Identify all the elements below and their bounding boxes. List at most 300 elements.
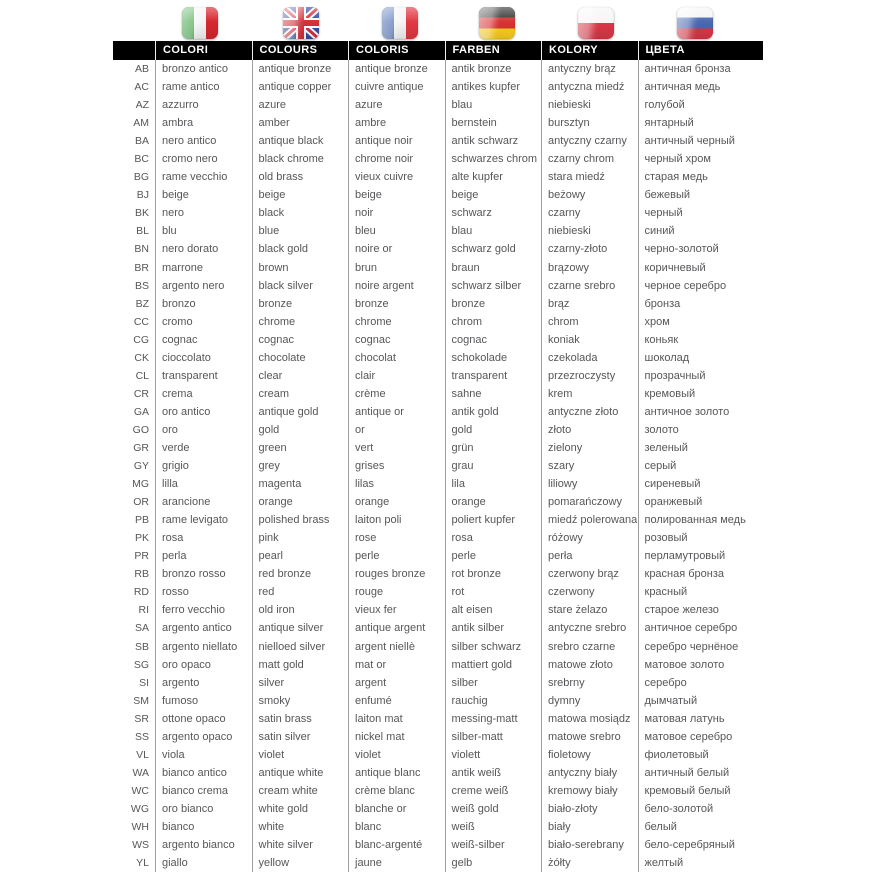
table-row <box>113 457 763 475</box>
table-row <box>113 818 763 836</box>
cell-en: antique bronze <box>252 60 349 78</box>
cell-code: SS <box>134 730 149 743</box>
cell-de: silber schwarz <box>445 638 542 656</box>
cell-fr: blanche or <box>348 800 445 818</box>
cell-code: YL <box>136 857 149 870</box>
cell-it: argento antico <box>155 619 252 637</box>
cell-code: SM <box>133 694 149 707</box>
cell-de: schokolade <box>445 349 542 367</box>
cell-de: creme weiß <box>445 782 542 800</box>
cell-code: PB <box>134 514 149 527</box>
cell-pl: krem <box>541 385 638 403</box>
cell-it: oro <box>155 421 252 439</box>
cell-it: cognac <box>155 331 252 349</box>
cell-ru: черный хром <box>638 150 764 168</box>
cell-en: gold <box>252 421 349 439</box>
cell-ru: серый <box>638 457 764 475</box>
table-row <box>113 782 763 800</box>
cell-it: oro opaco <box>155 656 252 674</box>
cell-fr: jaune <box>348 854 445 872</box>
cell-en: green <box>252 439 349 457</box>
cell-pl: czekolada <box>541 349 638 367</box>
cell-code: RD <box>133 586 149 599</box>
cell-fr: laiton mat <box>348 710 445 728</box>
cell-en: brown <box>252 259 349 277</box>
table-row <box>113 277 763 295</box>
cell-ru: античное серебро <box>638 619 764 637</box>
cell-en: chocolate <box>252 349 349 367</box>
cell-ru: перламутровый <box>638 547 764 565</box>
cell-pl: antyczny brąz <box>541 60 638 78</box>
cell-code: BA <box>134 135 149 148</box>
table-row <box>113 493 763 511</box>
cell-pl: zielony <box>541 439 638 457</box>
cell-fr: vert <box>348 439 445 457</box>
cell-de: gelb <box>445 854 542 872</box>
cell-fr: grises <box>348 457 445 475</box>
cell-en: pink <box>252 529 349 547</box>
cell-fr: enfumé <box>348 692 445 710</box>
cell-de: antik gold <box>445 403 542 421</box>
cell-code: AM <box>133 117 149 130</box>
cell-de: silber-matt <box>445 728 542 746</box>
cell-fr: vieux fer <box>348 601 445 619</box>
cell-it: argento <box>155 674 252 692</box>
flags-row <box>113 0 763 41</box>
cell-de: orange <box>445 493 542 511</box>
cell-ru: прозрачный <box>638 367 764 385</box>
color-table <box>113 0 763 872</box>
cell-fr: crème <box>348 385 445 403</box>
table-row <box>113 800 763 818</box>
cell-code: CC <box>133 315 149 328</box>
cell-en: antique white <box>252 764 349 782</box>
cell-fr: antique blanc <box>348 764 445 782</box>
cell-de: schwarz gold <box>445 240 542 258</box>
cell-code: BK <box>134 207 149 220</box>
cell-ru: античное золото <box>638 403 764 421</box>
cell-de: beige <box>445 186 542 204</box>
cell-pl: chrom <box>541 313 638 331</box>
cell-ru: старая медь <box>638 168 764 186</box>
cell-code: WG <box>130 802 149 815</box>
cell-it: argento niellato <box>155 638 252 656</box>
cell-ru: белый <box>638 818 764 836</box>
cell-it: rame antico <box>155 78 252 96</box>
cell-fr: vieux cuivre <box>348 168 445 186</box>
cell-fr: argent <box>348 674 445 692</box>
cell-de: rot bronze <box>445 565 542 583</box>
cell-en: white gold <box>252 800 349 818</box>
cell-de: antik weiß <box>445 764 542 782</box>
header-colori: COLORI <box>155 41 252 60</box>
cell-code: AB <box>134 63 149 75</box>
table-row <box>113 674 763 692</box>
cell-en: black gold <box>252 240 349 258</box>
cell-fr: noir <box>348 204 445 222</box>
cell-fr: mat or <box>348 656 445 674</box>
cell-code: AC <box>134 81 149 94</box>
cell-it: grigio <box>155 457 252 475</box>
cell-ru: полированная медь <box>638 511 764 529</box>
cell-en: yellow <box>252 854 349 872</box>
table-row <box>113 295 763 313</box>
cell-ru: бронза <box>638 295 764 313</box>
cell-it: argento bianco <box>155 836 252 854</box>
cell-en: blue <box>252 222 349 240</box>
table-header <box>113 41 763 60</box>
cell-de: weiß gold <box>445 800 542 818</box>
table-row <box>113 439 763 457</box>
cell-code: PK <box>134 532 149 545</box>
cell-fr: violet <box>348 746 445 764</box>
table-row <box>113 710 763 728</box>
table-row <box>113 619 763 637</box>
header-kolory: KOLORY <box>541 41 638 60</box>
cell-en: black chrome <box>252 150 349 168</box>
header-code-spacer <box>113 41 155 60</box>
cell-code: WS <box>132 839 149 852</box>
cell-en: amber <box>252 114 349 132</box>
cell-fr: cognac <box>348 331 445 349</box>
cell-it: bianco antico <box>155 764 252 782</box>
cell-code: WC <box>131 784 149 797</box>
cell-ru: красная бронза <box>638 565 764 583</box>
cell-de: schwarzes chrom <box>445 150 542 168</box>
cell-fr: bleu <box>348 222 445 240</box>
cell-pl: stare żelazo <box>541 601 638 619</box>
cell-fr: antique noir <box>348 132 445 150</box>
cell-fr: rouges bronze <box>348 565 445 583</box>
cell-pl: antyczny czarny <box>541 132 638 150</box>
cell-code: AZ <box>135 99 149 112</box>
cell-de: schwarz silber <box>445 277 542 295</box>
cell-ru: бело-золотой <box>638 800 764 818</box>
table-row <box>113 96 763 114</box>
cell-code: GO <box>132 423 149 436</box>
cell-pl: brąz <box>541 295 638 313</box>
cell-it: cromo nero <box>155 150 252 168</box>
cell-ru: бежевый <box>638 186 764 204</box>
table-row <box>113 168 763 186</box>
cell-ru: черный <box>638 204 764 222</box>
cell-code: BC <box>134 153 149 166</box>
table-row <box>113 367 763 385</box>
cell-en: black silver <box>252 277 349 295</box>
table-row <box>113 60 763 78</box>
cell-it: viola <box>155 746 252 764</box>
cell-it: rosso <box>155 583 252 601</box>
table-row <box>113 204 763 222</box>
cell-de: antik bronze <box>445 60 542 78</box>
cell-ru: оранжевый <box>638 493 764 511</box>
cell-fr: antique bronze <box>348 60 445 78</box>
cell-ru: розовый <box>638 529 764 547</box>
table-row <box>113 150 763 168</box>
cell-en: clear <box>252 367 349 385</box>
cell-pl: szary <box>541 457 638 475</box>
cell-code: VL <box>136 748 149 761</box>
cell-de: blau <box>445 222 542 240</box>
cell-de: violett <box>445 746 542 764</box>
cell-it: lilla <box>155 475 252 493</box>
cell-it: transparent <box>155 367 252 385</box>
cell-ru: старое железо <box>638 601 764 619</box>
cell-en: grey <box>252 457 349 475</box>
table-row <box>113 331 763 349</box>
cell-ru: матовое серебро <box>638 728 764 746</box>
cell-it: bianco <box>155 818 252 836</box>
table-row <box>113 259 763 277</box>
cell-en: old iron <box>252 601 349 619</box>
cell-ru: желтый <box>638 854 764 872</box>
table-row <box>113 186 763 204</box>
cell-ru: дымчатый <box>638 692 764 710</box>
cell-de: lila <box>445 475 542 493</box>
cell-ru: кремовый <box>638 385 764 403</box>
cell-pl: złoto <box>541 421 638 439</box>
cell-pl: czarny chrom <box>541 150 638 168</box>
cell-fr: noire or <box>348 240 445 258</box>
cell-ru: античная бронза <box>638 60 764 78</box>
table-row <box>113 836 763 854</box>
cell-fr: argent niellè <box>348 638 445 656</box>
cell-it: beige <box>155 186 252 204</box>
cell-it: ambra <box>155 114 252 132</box>
cell-it: blu <box>155 222 252 240</box>
cell-de: alte kupfer <box>445 168 542 186</box>
cell-en: cream <box>252 385 349 403</box>
cell-pl: żółty <box>541 854 638 872</box>
cell-ru: красный <box>638 583 764 601</box>
cell-code: RI <box>138 604 149 617</box>
cell-fr: clair <box>348 367 445 385</box>
cell-ru: коричневый <box>638 259 764 277</box>
cell-pl: fioletowy <box>541 746 638 764</box>
cell-pl: czarny <box>541 204 638 222</box>
cell-en: orange <box>252 493 349 511</box>
cell-pl: matowe srebro <box>541 728 638 746</box>
cell-it: giallo <box>155 854 252 872</box>
table-row <box>113 601 763 619</box>
cell-fr: antique or <box>348 403 445 421</box>
cell-ru: кремовый белый <box>638 782 764 800</box>
cell-fr: blanc-argenté <box>348 836 445 854</box>
cell-ru: матовая латунь <box>638 710 764 728</box>
flag-poland-icon <box>578 7 614 39</box>
cell-fr: lilas <box>348 475 445 493</box>
table-row <box>113 565 763 583</box>
header-cveta: ЦВЕТА <box>638 41 764 60</box>
cell-ru: античный черный <box>638 132 764 150</box>
flag-italy-icon <box>182 7 218 39</box>
table-row <box>113 132 763 150</box>
cell-it: ottone opaco <box>155 710 252 728</box>
cell-code: BS <box>134 279 149 292</box>
cell-de: weiß-silber <box>445 836 542 854</box>
table-row <box>113 529 763 547</box>
table-row <box>113 547 763 565</box>
cell-de: sahne <box>445 385 542 403</box>
flag-france-icon <box>382 7 418 39</box>
cell-it: nero antico <box>155 132 252 150</box>
cell-code: GR <box>133 441 149 454</box>
cell-en: polished brass <box>252 511 349 529</box>
cell-en: beige <box>252 186 349 204</box>
cell-en: antique black <box>252 132 349 150</box>
cell-de: poliert kupfer <box>445 511 542 529</box>
cell-code: BG <box>133 171 149 184</box>
table-body <box>113 60 763 872</box>
cell-pl: srebrny <box>541 674 638 692</box>
cell-ru: бело-серебряный <box>638 836 764 854</box>
cell-pl: matowa mosiądz <box>541 710 638 728</box>
cell-code: PR <box>134 550 149 563</box>
cell-en: cognac <box>252 331 349 349</box>
cell-de: gold <box>445 421 542 439</box>
cell-en: matt gold <box>252 656 349 674</box>
cell-de: antik silber <box>445 619 542 637</box>
cell-code: WH <box>131 820 149 833</box>
cell-it: cromo <box>155 313 252 331</box>
cell-pl: antyczne złoto <box>541 403 638 421</box>
cell-de: rot <box>445 583 542 601</box>
cell-en: bronze <box>252 295 349 313</box>
cell-de: weiß <box>445 818 542 836</box>
cell-ru: голубой <box>638 96 764 114</box>
table-row <box>113 403 763 421</box>
cell-fr: perle <box>348 547 445 565</box>
cell-code: CR <box>133 387 149 400</box>
cell-fr: crème blanc <box>348 782 445 800</box>
cell-pl: miedź polerowana <box>541 511 638 529</box>
table-row <box>113 475 763 493</box>
cell-en: silver <box>252 674 349 692</box>
table-row <box>113 583 763 601</box>
cell-pl: niebieski <box>541 222 638 240</box>
cell-ru: янтарный <box>638 114 764 132</box>
cell-pl: stara miedź <box>541 168 638 186</box>
table-row <box>113 385 763 403</box>
cell-pl: dymny <box>541 692 638 710</box>
cell-it: perla <box>155 547 252 565</box>
cell-code: SB <box>134 640 149 653</box>
table-row <box>113 854 763 872</box>
cell-pl: perła <box>541 547 638 565</box>
table-row <box>113 692 763 710</box>
cell-ru: античная медь <box>638 78 764 96</box>
flag-germany-icon <box>479 7 515 39</box>
cell-fr: rose <box>348 529 445 547</box>
cell-de: transparent <box>445 367 542 385</box>
cell-de: antik schwarz <box>445 132 542 150</box>
cell-ru: синий <box>638 222 764 240</box>
cell-it: fumoso <box>155 692 252 710</box>
cell-pl: brązowy <box>541 259 638 277</box>
cell-it: argento nero <box>155 277 252 295</box>
cell-code: WA <box>132 766 149 779</box>
cell-code: CL <box>135 369 149 382</box>
cell-it: rame vecchio <box>155 168 252 186</box>
cell-en: antique gold <box>252 403 349 421</box>
cell-pl: liliowy <box>541 475 638 493</box>
cell-de: blau <box>445 96 542 114</box>
cell-pl: matowe złoto <box>541 656 638 674</box>
cell-it: crema <box>155 385 252 403</box>
cell-pl: czerwony brąz <box>541 565 638 583</box>
cell-code: BR <box>134 261 149 274</box>
cell-de: braun <box>445 259 542 277</box>
flag-russia-icon <box>677 7 713 39</box>
cell-code: GY <box>133 460 149 473</box>
cell-code: SR <box>134 712 149 725</box>
cell-ru: коньяк <box>638 331 764 349</box>
table-row <box>113 746 763 764</box>
cell-en: magenta <box>252 475 349 493</box>
cell-it: marrone <box>155 259 252 277</box>
cell-en: satin silver <box>252 728 349 746</box>
cell-code: CK <box>134 351 149 364</box>
table-row <box>113 78 763 96</box>
cell-fr: beige <box>348 186 445 204</box>
cell-code: SA <box>134 622 149 635</box>
cell-de: bernstein <box>445 114 542 132</box>
cell-en: white <box>252 818 349 836</box>
cell-fr: orange <box>348 493 445 511</box>
cell-de: bronze <box>445 295 542 313</box>
cell-pl: antyczna miedź <box>541 78 638 96</box>
table-row <box>113 222 763 240</box>
cell-pl: srebro czarne <box>541 638 638 656</box>
cell-ru: матовое золото <box>638 656 764 674</box>
flag-uk-icon <box>283 7 319 39</box>
cell-fr: bronze <box>348 295 445 313</box>
cell-code: BZ <box>135 297 149 310</box>
cell-ru: античный белый <box>638 764 764 782</box>
cell-en: white silver <box>252 836 349 854</box>
cell-it: verde <box>155 439 252 457</box>
cell-ru: серебро <box>638 674 764 692</box>
table-row <box>113 638 763 656</box>
cell-fr: nickel mat <box>348 728 445 746</box>
cell-de: grün <box>445 439 542 457</box>
cell-it: rosa <box>155 529 252 547</box>
cell-de: silber <box>445 674 542 692</box>
cell-fr: noire argent <box>348 277 445 295</box>
cell-pl: beżowy <box>541 186 638 204</box>
cell-en: black <box>252 204 349 222</box>
cell-en: satin brass <box>252 710 349 728</box>
cell-it: arancione <box>155 493 252 511</box>
cell-code: MG <box>132 478 149 491</box>
table-row <box>113 421 763 439</box>
cell-en: pearl <box>252 547 349 565</box>
cell-code: RB <box>134 568 149 581</box>
cell-fr: cuivre antique <box>348 78 445 96</box>
cell-de: alt eisen <box>445 601 542 619</box>
cell-ru: черное серебро <box>638 277 764 295</box>
cell-de: messing-matt <box>445 710 542 728</box>
cell-pl: biało-serebrany <box>541 836 638 854</box>
cell-de: antikes kupfer <box>445 78 542 96</box>
cell-ru: золото <box>638 421 764 439</box>
cell-en: red bronze <box>252 565 349 583</box>
cell-pl: przezroczysty <box>541 367 638 385</box>
cell-fr: chocolat <box>348 349 445 367</box>
table-row <box>113 349 763 367</box>
cell-it: bronzo antico <box>155 60 252 78</box>
cell-ru: сиреневый <box>638 475 764 493</box>
